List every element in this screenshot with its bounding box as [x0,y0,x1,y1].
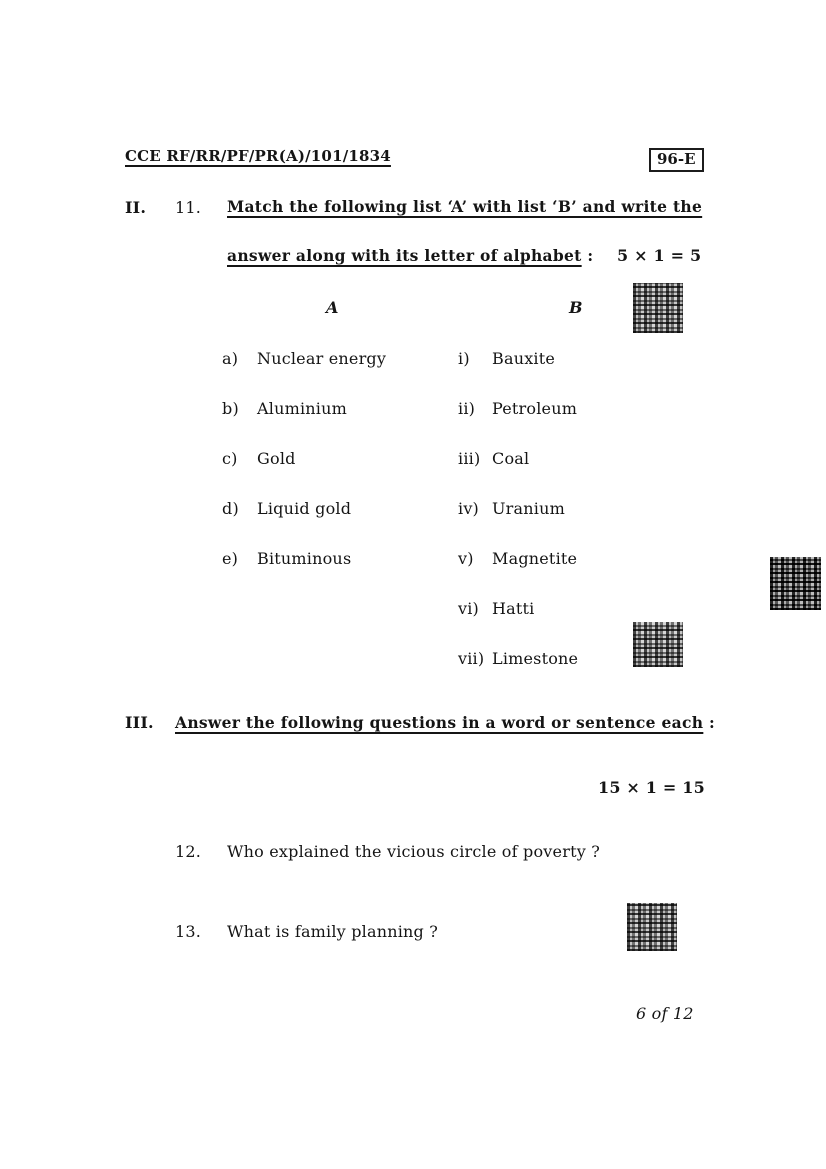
question-12-number: 12. [175,842,202,861]
list-a-row [222,349,386,369]
question-13-number: 13. [175,922,202,941]
list-b-text: Magnetite [492,549,578,568]
list-a-text: Bituminous [257,549,352,568]
question-11-line2-colon: : [581,246,594,265]
qr-code-middle [633,622,683,667]
list-b-text: Coal [492,449,530,468]
list-b-text: Bauxite [492,349,556,368]
paper-code-badge: 96-E [649,148,704,172]
list-a-text: Liquid gold [257,499,352,518]
list-b-text: Petroleum [492,399,578,418]
list-b-text: Limestone [492,649,579,668]
qr-code-bottom [627,903,677,951]
section-iii-heading-colon: : [703,713,716,732]
list-b-row [458,399,577,419]
list-a-row [222,399,347,419]
list-a-label: e) [222,549,239,568]
section-ii-numeral: II. [125,198,147,217]
qr-code-top [633,283,683,333]
list-b-text: Hatti [492,599,535,618]
page-indicator: 6 of 12 [636,1004,694,1023]
list-a-text: Nuclear energy [257,349,387,368]
list-a-row [222,499,351,519]
list-b-row [458,449,529,469]
question-11-line2-wrap [227,246,593,265]
section-iii-numeral: III. [125,713,154,732]
list-b-text: Uranium [492,499,565,518]
column-a-header: A [326,298,339,317]
list-b-label: iv) [458,499,479,518]
section-iii-heading-wrap [175,713,715,732]
list-a-label: c) [222,449,238,468]
column-b-header: B [569,298,583,317]
question-11-marks: 5 × 1 = 5 [617,246,702,265]
list-a-label: d) [222,499,239,518]
list-a-row [222,449,296,469]
list-b-label: v) [458,549,474,568]
list-a-label: a) [222,349,239,368]
list-b-label: vi) [458,599,479,618]
list-a-text: Gold [257,449,296,468]
list-a-text: Aluminium [257,399,347,418]
question-11-number: 11. [175,198,202,217]
list-b-label: i) [458,349,470,368]
question-12-text: Who explained the vicious circle of poverty ? [227,842,600,861]
list-b-row [458,599,534,619]
list-b-label: vii) [458,649,485,668]
question-13-text: What is family planning ? [227,922,439,941]
list-a-row [222,549,351,569]
list-b-row [458,649,578,669]
qr-code-right-edge [770,557,821,610]
list-b-label: ii) [458,399,476,418]
list-b-row [458,349,555,369]
question-11-line2: answer along with its letter of alphabet [227,246,582,265]
list-b-label: iii) [458,449,481,468]
list-a-label: b) [222,399,239,418]
list-b-row [458,499,565,519]
list-b-row [458,549,577,569]
document-code: CCE RF/RR/PF/PR(A)/101/1834 [125,147,391,165]
question-11-line1: Match the following list ‘A’ with list ‘B’ and write the [227,197,703,216]
section-iii-heading: Answer the following questions in a word or sentence each [175,713,704,732]
section-iii-marks: 15 × 1 = 15 [598,778,705,797]
